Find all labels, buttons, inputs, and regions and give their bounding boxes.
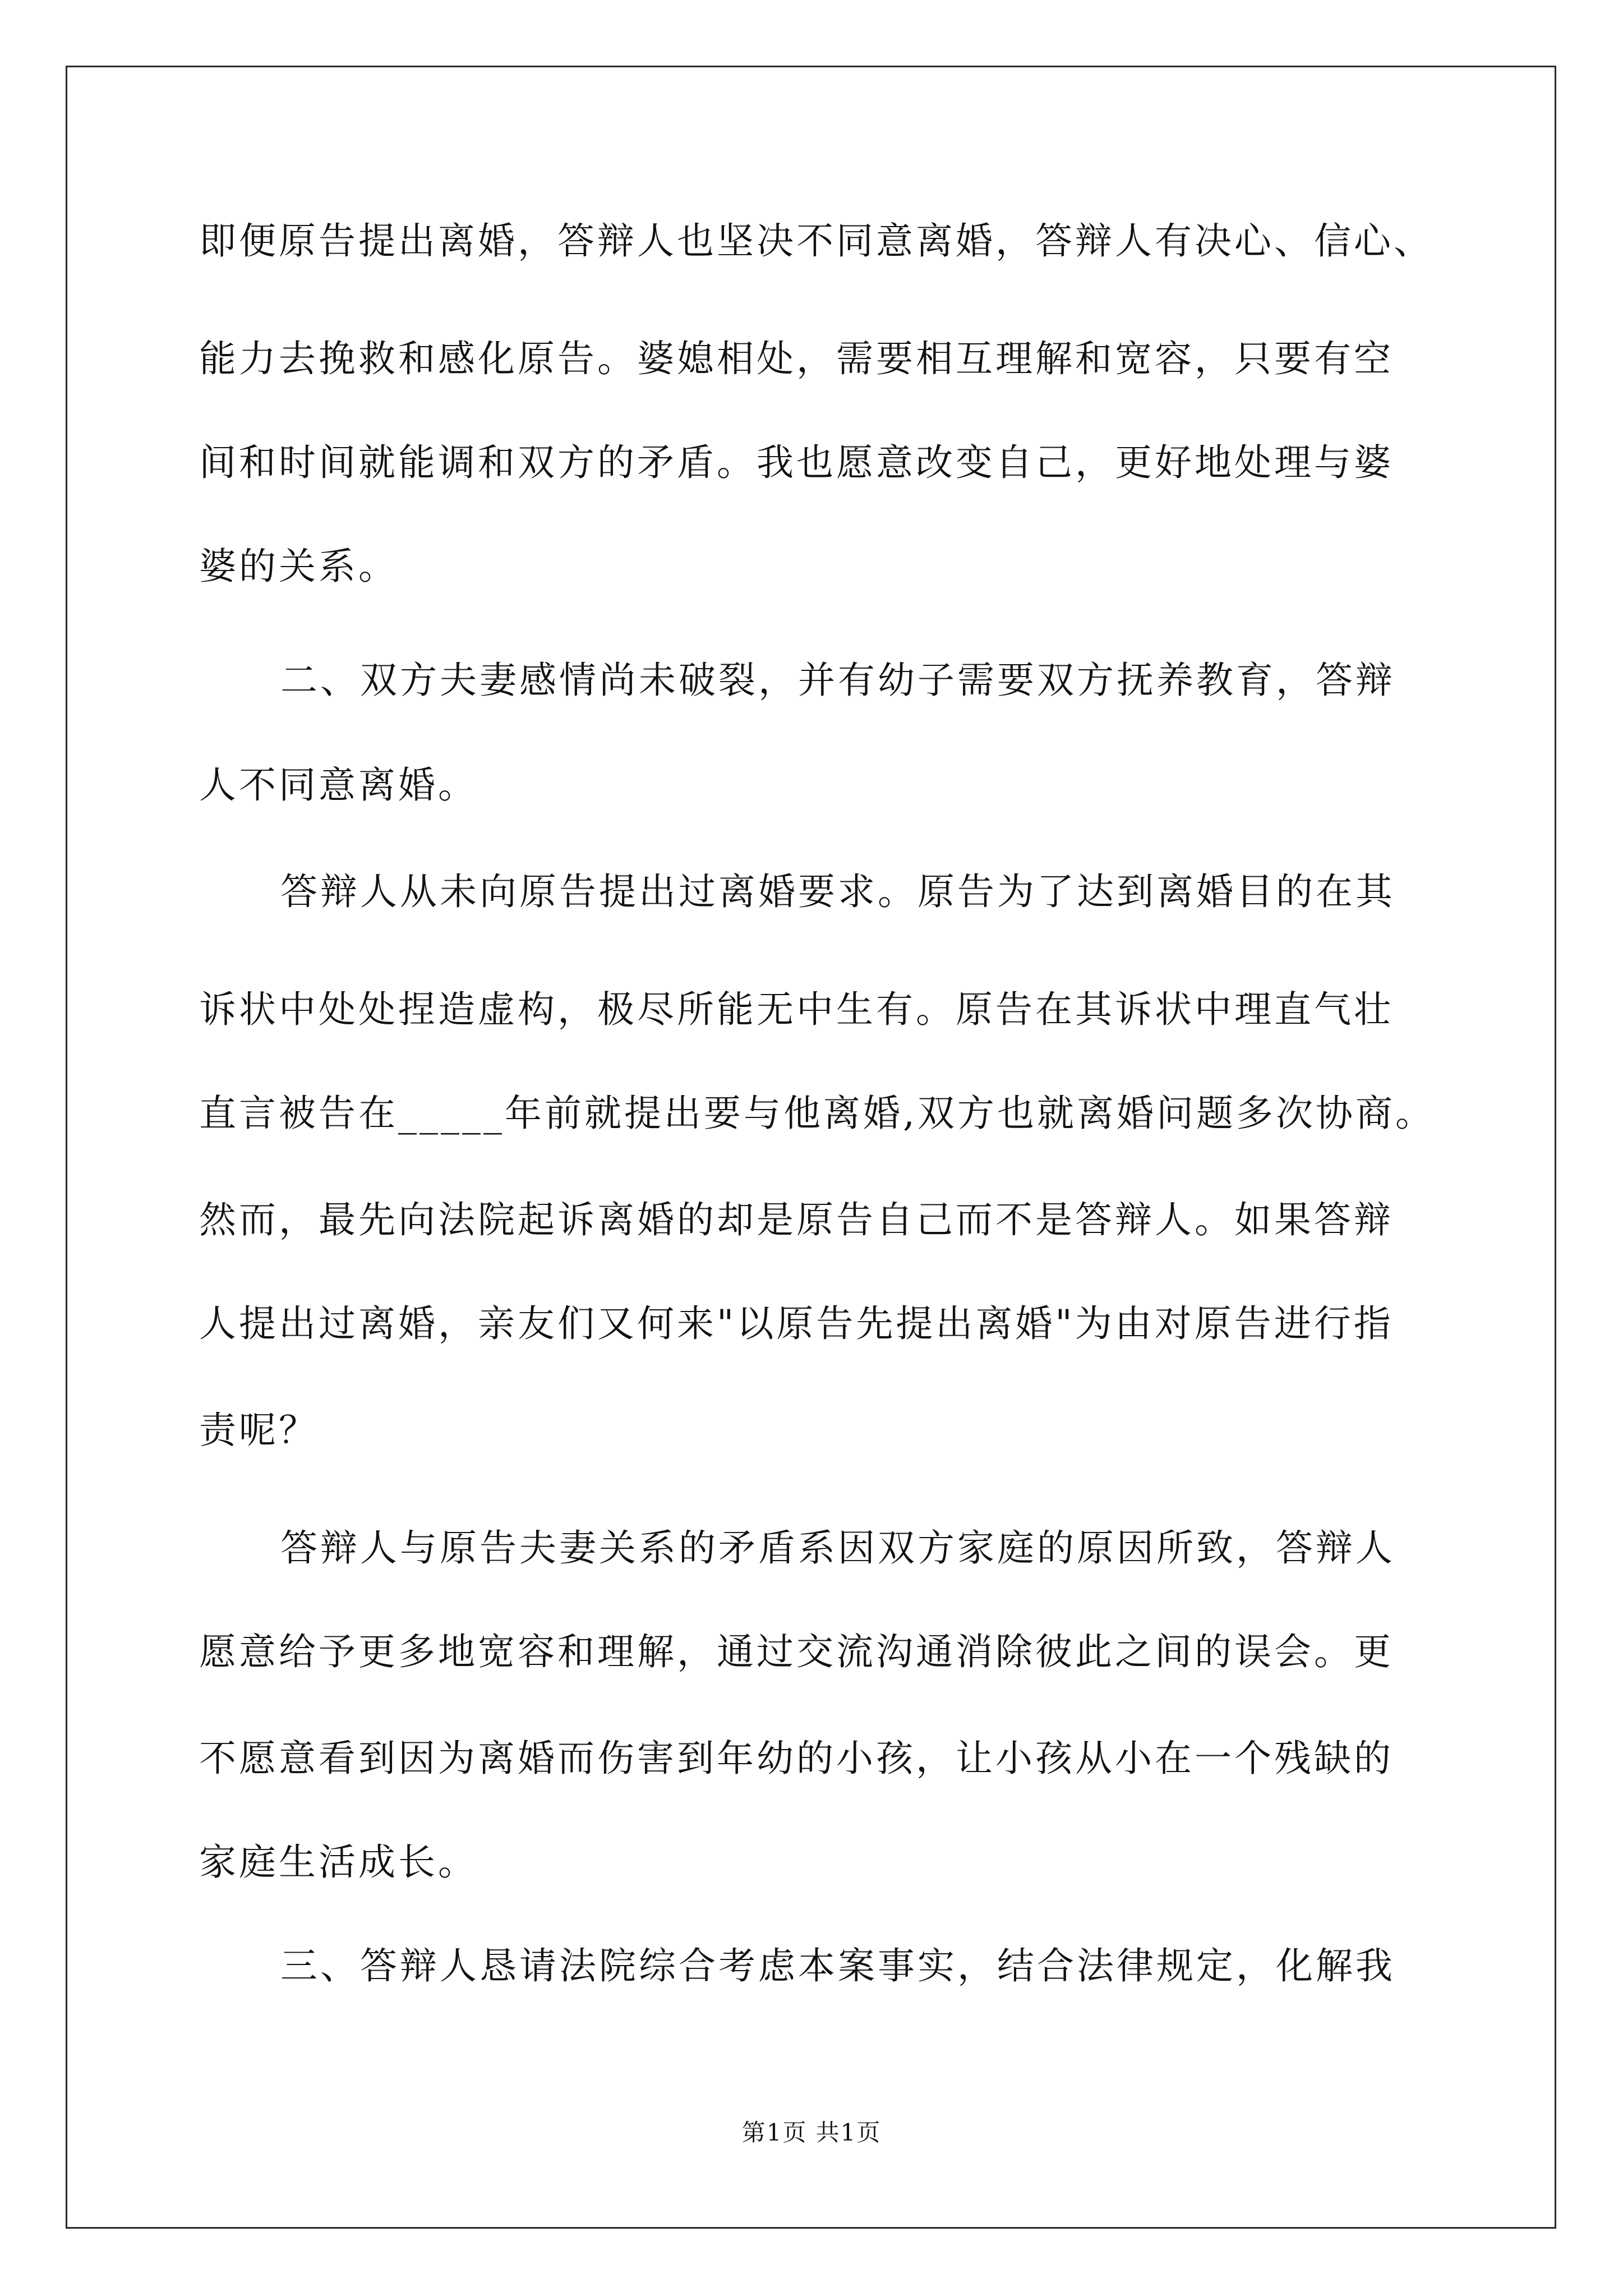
paragraph-start: 答辩人与原告夫妻关系的矛盾系因双方家庭的原因所致，答辩人 — [280, 1526, 1395, 1570]
text-line: 间和时间就能调和双方的矛盾。我也愿意改变自己，更好地处理与婆 — [199, 441, 1394, 484]
page-border — [66, 66, 1556, 2229]
text-line: 即便原告提出离婚，答辩人也坚决不同意离婚，答辩人有决心、信心、 — [199, 219, 1433, 263]
text-line: 直言被告在_____年前就提出要与他离婚,双方也就离婚问题多次协商。 — [199, 1092, 1435, 1135]
paragraph-start: 三、答辩人恳请法院综合考虑本案事实，结合法律规定，化解我 — [280, 1944, 1395, 1987]
text-line: 责呢？ — [199, 1409, 319, 1452]
text-line: 能力去挽救和感化原告。婆媳相处，需要相互理解和宽容，只要有空 — [199, 337, 1394, 380]
text-line: 诉状中处处捏造虚构，极尽所能无中生有。原告在其诉状中理直气壮 — [199, 988, 1394, 1031]
text-line: 婆的关系。 — [199, 545, 398, 588]
page-number-footer: 第1页 共1页 — [741, 2119, 882, 2146]
paragraph-start: 答辩人从未向原告提出过离婚要求。原告为了达到离婚目的在其 — [280, 870, 1395, 913]
text-line: 家庭生活成长。 — [199, 1841, 478, 1884]
text-line: 人不同意离婚。 — [199, 763, 478, 807]
paragraph-start: 二、双方夫妻感情尚未破裂，并有幼子需要双方抚养教育，答辩 — [280, 659, 1395, 702]
text-line: 不愿意看到因为离婚而伤害到年幼的小孩，让小孩从小在一个残缺的 — [199, 1737, 1394, 1780]
text-line: 愿意给予更多地宽容和理解，通过交流沟通消除彼此之间的误会。更 — [199, 1630, 1394, 1673]
text-line: 然而，最先向法院起诉离婚的却是原告自己而不是答辩人。如果答辩 — [199, 1198, 1394, 1241]
text-line: 人提出过离婚，亲友们又何来"以原告先提出离婚"为由对原告进行指 — [199, 1302, 1394, 1345]
